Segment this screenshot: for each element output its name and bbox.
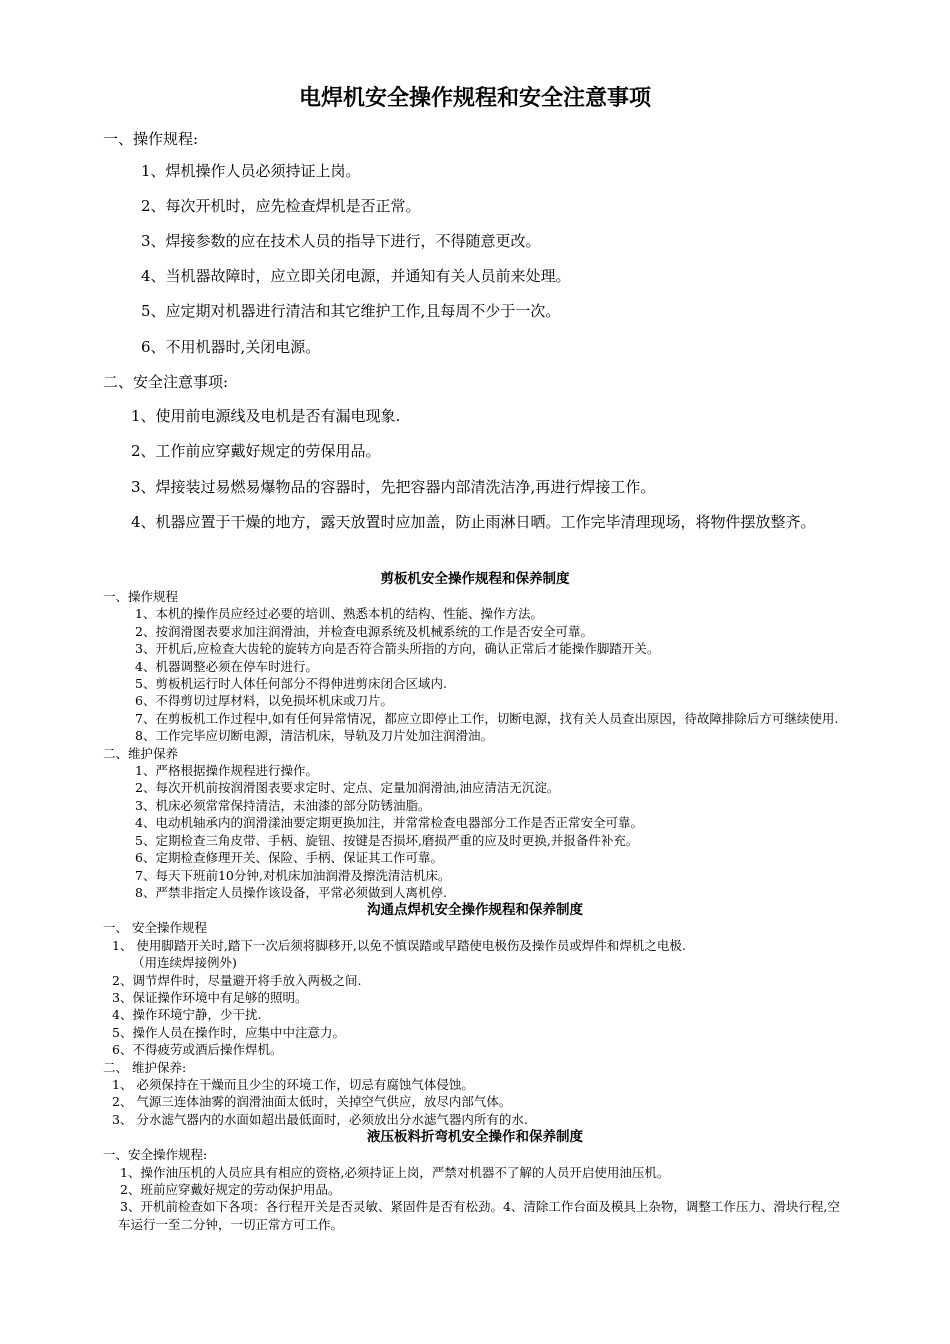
list-item: 1、使用前电源线及电机是否有漏电现象. — [131, 407, 401, 425]
list-item: （用连续焊接例外) — [132, 955, 237, 971]
doc3-title: 沟通点焊机安全操作规程和保养制度 — [367, 902, 583, 919]
list-item: 6、定期检查修理开关、保险、手柄、保证其工作可靠。 — [135, 850, 443, 866]
doc2-sec1-heading: 一、操作规程 — [103, 589, 179, 604]
list-item: 7、在剪板机工作过程中,如有任何异常情况，都应立即停止工作，切断电源，找有关人员查出原因，待故障排除后方可继续使用. — [135, 710, 839, 726]
list-item: 6、不用机器时,关闭电源。 — [141, 338, 321, 356]
doc1-title: 电焊机安全操作规程和安全注意事项 — [298, 86, 651, 111]
doc2-sec2-heading: 二、维护保养 — [103, 745, 179, 761]
list-item: 1、 使用脚踏开关时,踏下一次后须将脚移开,以免不慎误踏或早踏使电极伤及操作员或焊件和焊机之电极. — [112, 937, 686, 953]
list-item: 1、严格根据操作规程进行操作。 — [135, 763, 318, 779]
list-item: 5、定期检查三角皮带、手柄、旋钮、按键是否损坏,磨损严重的应及时更换,并报备件补充。 — [135, 832, 639, 848]
list-item: 3、开机后,应检查大齿轮的旋转方向是否符合箭头所指的方向，确认正常后才能操作脚踏开关。 — [135, 641, 660, 657]
list-item: 3、保证操作环境中有足够的照明。 — [112, 989, 308, 1005]
doc1-sec1-heading: 一、操作规程: — [103, 130, 199, 148]
list-item: 1、 必须保持在干燥而且少尘的环境工作，切忌有腐蚀气体侵蚀。 — [112, 1076, 474, 1092]
list-item: 8、工作完毕应切断电源，清洁机床，导轨及刀片处加注润滑油。 — [135, 728, 493, 744]
list-item: 8、严禁非指定人员操作该设备，平常必须做到人离机停. — [135, 884, 447, 900]
list-item: 5、应定期对机器进行清洁和其它维护工作,且每周不少于一次。 — [141, 302, 561, 320]
list-item: 7、每天下班前10分钟,对机床加油润滑及擦洗清洁机床。 — [135, 867, 451, 883]
list-item: 3、开机前检查如下各项：各行程开关是否灵敏、紧固件是否有松劲。4、清除工作台面及模具上杂物，调整工作压力、滑块行程,空车运行一至二分钟，一切正常方可工作。 — [118, 1199, 840, 1232]
list-item: 6、不得疲劳或酒后操作焊机。 — [112, 1042, 283, 1058]
list-item: 4、电动机轴承内的润滑漾油要定期更换加注，并常常检查电器部分工作是否正常安全可靠。 — [135, 815, 643, 831]
list-item: 3、焊接装过易燃易爆物品的容器时，先把容器内部清洗洁净,再进行焊接工作。 — [131, 478, 656, 496]
doc2-title: 剪板机安全操作规程和保养制度 — [380, 571, 570, 587]
list-item: 1、焊机操作人员必须持证上岗。 — [141, 162, 361, 180]
doc4-sec1-heading: 一、安全操作规程: — [103, 1147, 208, 1163]
list-item: 3、 分水滤气器内的水面如超出最低面时，必须放出分水滤气器内所有的水. — [112, 1111, 528, 1127]
list-item: 5、操作人员在操作时，应集中中注意力。 — [112, 1024, 345, 1040]
list-item: 2、每次开机前按润滑图表要求定时、定点、定量加润滑油,油应清洁无沉淀。 — [135, 780, 560, 796]
doc1-sec2-heading: 二、安全注意事项: — [103, 373, 229, 391]
list-item: 3、焊接参数的应在技术人员的指导下进行，不得随意更改。 — [141, 232, 541, 250]
list-item: 2、每次开机时，应先检查焊机是否正常。 — [141, 197, 421, 215]
list-item: 1、操作油压机的人员应具有相应的资格,必须持证上岗，严禁对机器不了解的人员开启使用油压机。 — [120, 1164, 670, 1180]
list-item: 4、机器调整必须在停车时进行。 — [135, 658, 318, 674]
list-item: 3、机床必须常常保持清洁，未油漆的部分防锈油脂。 — [135, 797, 431, 813]
list-item: 2、工作前应穿戴好规定的劳保用品。 — [131, 442, 381, 460]
lower-sections — [0, 570, 950, 1233]
list-item: 2、调节焊件时，尽量避开将手放入两极之间. — [112, 972, 362, 988]
list-item: 4、当机器故障时，应立即关闭电源，并通知有关人员前来处理。 — [141, 267, 571, 285]
list-item: 4、操作环境宁静，少干扰. — [112, 1007, 262, 1023]
list-item: 2、 气源三连体油雾的润滑油面太低时，关掉空气供应，放尽内部气体。 — [112, 1094, 512, 1110]
list-item: 2、班前应穿戴好规定的劳动保护用品。 — [120, 1182, 341, 1197]
doc4-title: 液压板料折弯机安全操作和保养制度 — [367, 1129, 583, 1146]
list-item: 1、本机的操作员应经过必要的培训、熟悉本机的结构、性能、操作方法。 — [135, 606, 543, 622]
list-item: 6、不得剪切过厚材料，以免损坏机床或刀片。 — [135, 693, 393, 709]
doc3-sec1-heading: 一、 安全操作规程 — [103, 920, 207, 936]
list-item: 5、剪板机运行时人体任何部分不得伸进剪床闭合区域内. — [135, 676, 447, 692]
list-item: 2、按润滑图表要求加注润滑油，并检查电源系统及机械系统的工作是否安全可靠。 — [135, 623, 593, 639]
doc3-sec2-heading: 二、 维护保养: — [103, 1059, 187, 1075]
list-item: 4、机器应置于干燥的地方，露天放置时应加盖，防止雨淋日晒。工作完毕清理现场，将物件摆放整齐。 — [131, 513, 816, 531]
